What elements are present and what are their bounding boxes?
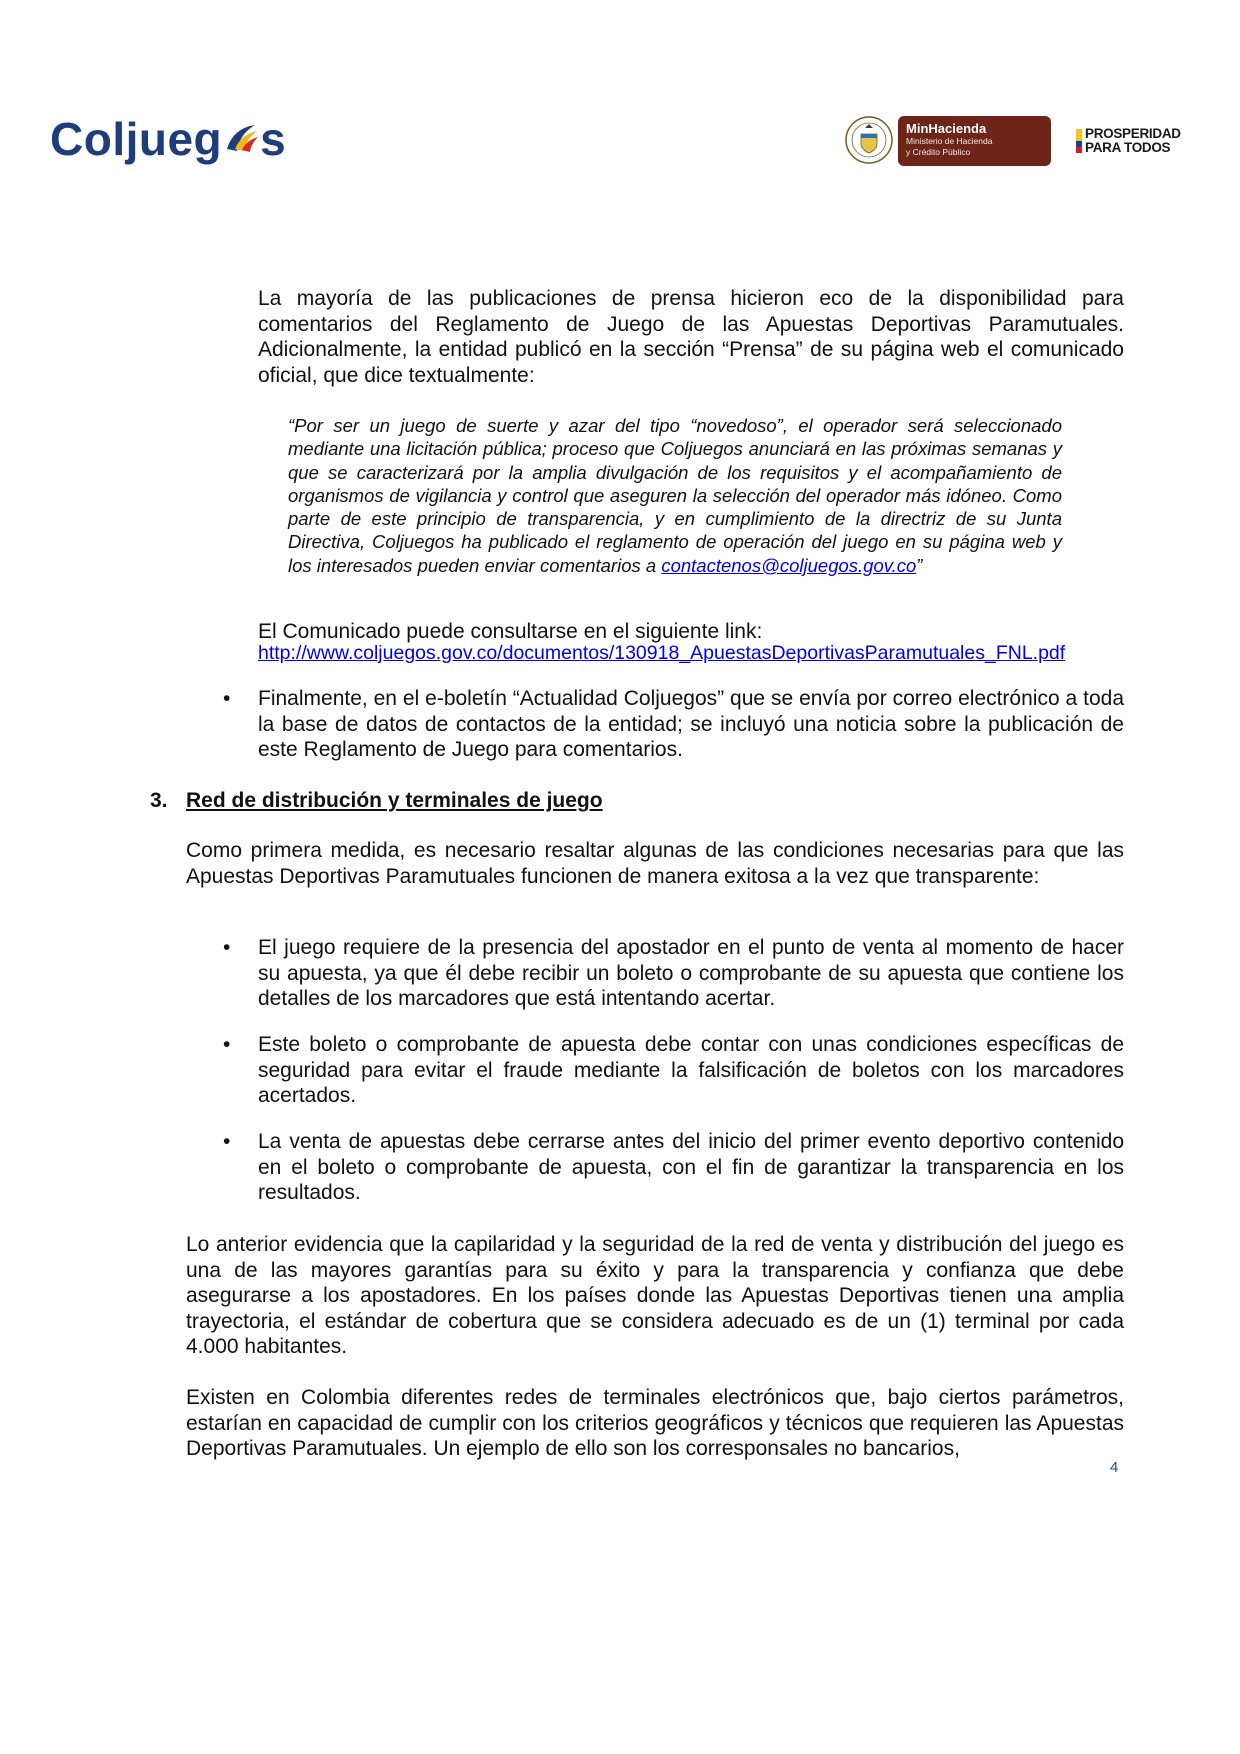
logo-swoosh-icon (223, 119, 259, 159)
page-number: 4 (1110, 1459, 1119, 1476)
comunicado-link (258, 641, 1065, 667)
prosperidad-line2: PARA TODOS (1085, 140, 1171, 155)
logo-text-left: Coljueg (50, 113, 223, 165)
paragraph-prensa: La mayoría de las publicaciones de prensa hicieron eco de la disponibilidad para comentarios del Reglamento de Juego de las Apuestas Deportivas Paramutuales. Adicionalmente, la entidad publicó en la sección “Prensa” de su página web el comunicado oficial, que dice textualmente: (258, 287, 1124, 387)
quote-comunicado (288, 414, 1062, 577)
section-3-heading (150, 788, 603, 814)
paragraph-intro: Como primera medida, es necesario resaltar algunas de las condiciones necesarias para que las Apuestas Deportivas Paramutuales funcionen de manera exitosa a la vez que transparente: (186, 839, 1124, 888)
paragraph-capilaridad: Lo anterior evidencia que la capilaridad y la seguridad de la red de venta y distribución del juego es una de las mayores garantías para su éxito y para la transparencia y confianza que debe asegurarse a los apostadores. En los países donde las Apuestas Deportivas tienen una amplia trayectoria, el estándar de cobertura que se considera adecuado es de un (1) terminal por cada 4.000 habitantes. (186, 1233, 1124, 1358)
minhacienda-logo (898, 116, 1051, 166)
logo-text-right: s (260, 113, 287, 165)
minhacienda-line1: Ministerio de Hacienda (906, 136, 993, 146)
link-intro: El Comunicado puede consultarse en el siguiente link: (258, 620, 763, 643)
quote-email-link[interactable]: contactenos@coljuegos.gov.co (661, 554, 917, 576)
bullet-symbol: • (223, 687, 231, 710)
prosperidad-logo (1076, 126, 1194, 156)
bullet-item: Este boleto o comprobante de apuesta debe contar con unas condiciones específicas de seguridad para evitar el fraude mediante la falsificación de boletos con los marcadores acertados. (258, 1033, 1124, 1107)
minhacienda-title: MinHacienda (906, 121, 987, 136)
paragraph-redes: Existen en Colombia diferentes redes de terminales electrónicos que, bajo ciertos parámetros, estarían en capacidad de cumplir con los criterios geográficos y técnicos que requieren las Apuestas Deportivas Paramutuales. Un ejemplo de ello son los corresponsales no bancarios, (186, 1386, 1124, 1460)
quote-close: ” (916, 554, 923, 576)
bullet-item: La venta de apuestas debe cerrarse antes del inicio del primer evento deportivo contenido en el boleto o comprobante de apuesta, con el fin de garantizar la transparencia en los resultados. (258, 1130, 1124, 1204)
colombia-flag-icon (1076, 129, 1082, 153)
bullet-symbol: • (223, 1130, 231, 1153)
comunicado-url-link[interactable]: http://www.coljuegos.gov.co/documentos/130918_ApuestasDeportivasParamutuales_FNL.pdf (258, 642, 1066, 664)
quote-text: “Por ser un juego de suerte y azar del tipo “novedoso”, el operador será seleccionado mediante una licitación pública; proceso que Coljuegos anunciará en las próximas semanas y que se caracterizará por la amplia divulgación de los requisitos y el acompañamiento de organismos de vigilancia y control que aseguren la selección del operador más idóneo. Como parte de este principio de transparencia, y en cumplimiento de la directriz de su Junta Directiva, Coljuegos ha publicado el reglamento de operación del juego en su página web y los interesados pueden enviar comentarios a (288, 415, 1062, 576)
section-title: Red de distribución y terminales de juego (186, 789, 603, 812)
bullet-symbol: • (223, 1033, 231, 1056)
coljuegos-logo (50, 112, 286, 166)
minhacienda-line2: y Crédito Público (906, 147, 971, 157)
prosperidad-line1: PROSPERIDAD (1085, 126, 1181, 141)
bullet-final: Finalmente, en el e-boletín “Actualidad Coljuegos” que se envía por correo electrónico a toda la base de datos de contactos de la entidad; se incluyó una noticia sobre la publicación de este Reglamento de Juego para comentarios. (258, 687, 1124, 761)
bullet-symbol: • (223, 936, 231, 959)
section-number: 3. (150, 789, 168, 812)
bullet-item: El juego requiere de la presencia del apostador en el punto de venta al momento de hacer su apuesta, ya que él debe recibir un boleto o comprobante de su apuesta que contiene los detalles de los marcadores que está intentando acertar. (258, 936, 1124, 1010)
republica-colombia-seal-icon (845, 116, 893, 164)
